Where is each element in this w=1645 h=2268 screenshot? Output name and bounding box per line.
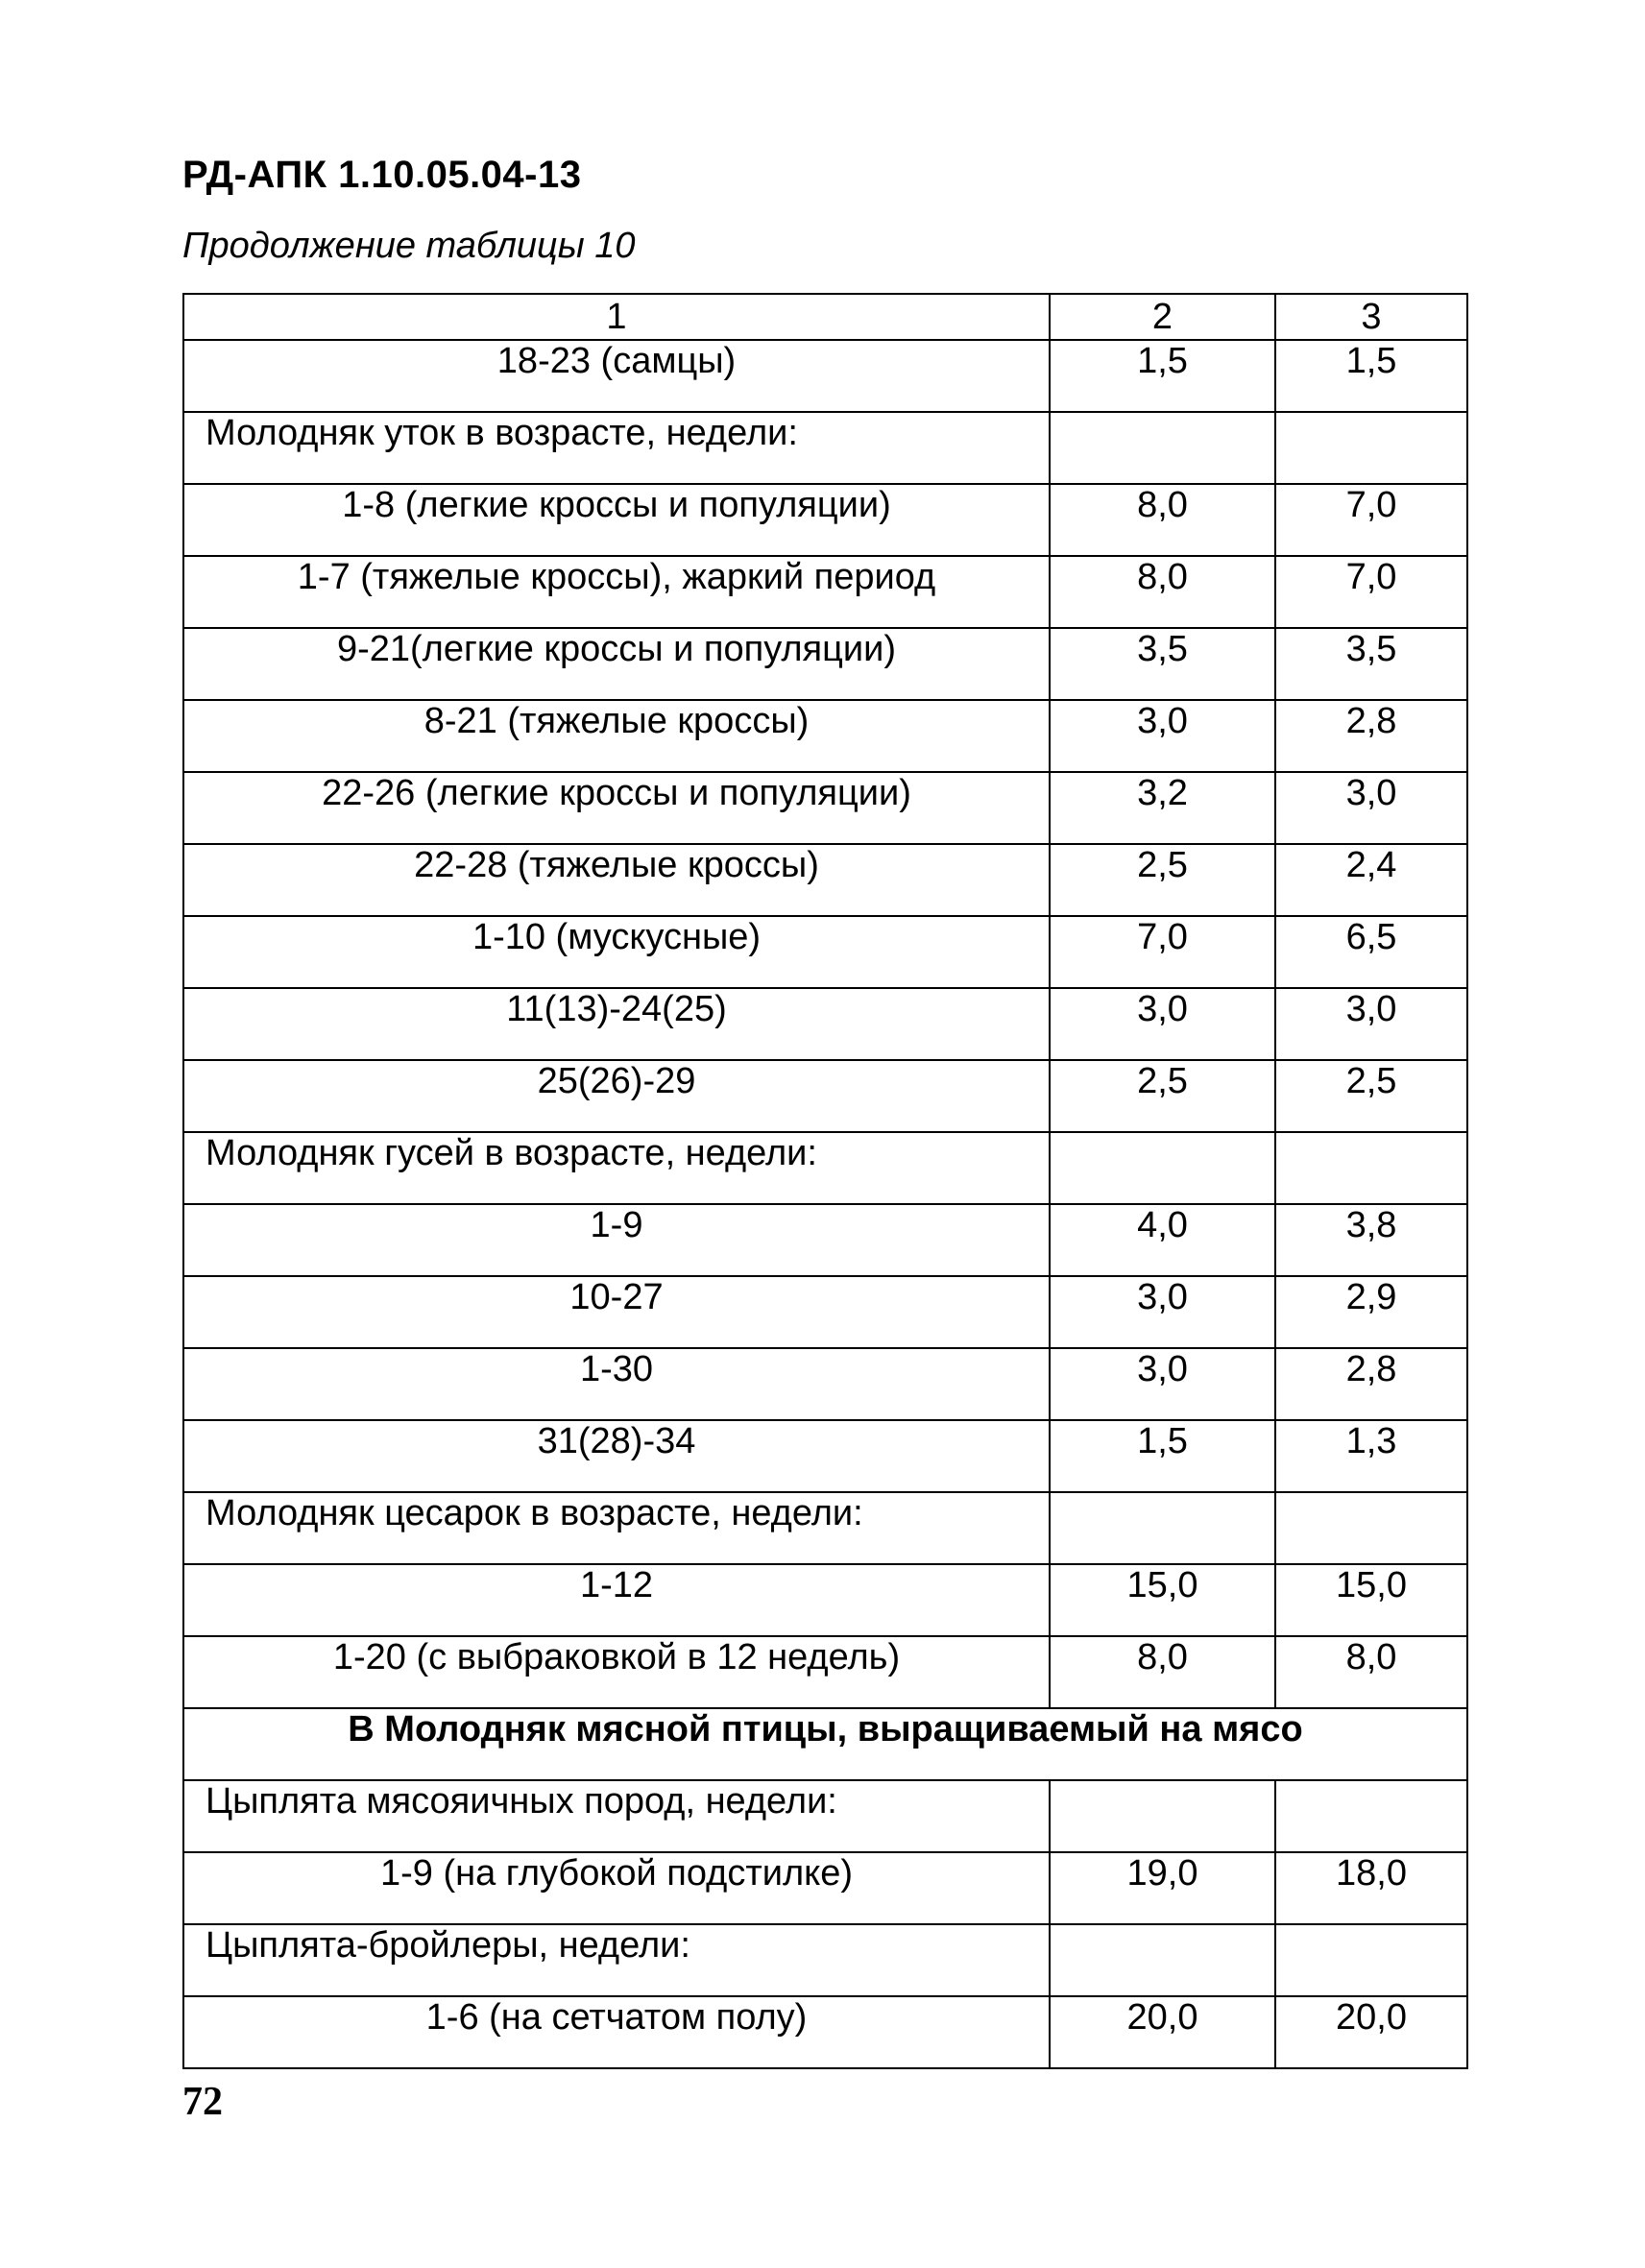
value-col3: 7,0: [1275, 556, 1467, 628]
row-label: 1-9: [183, 1204, 1050, 1276]
value-col2: 8,0: [1050, 484, 1275, 556]
row-label: 8-21 (тяжелые кроссы): [183, 700, 1050, 772]
column-number-1: 1: [183, 294, 1050, 340]
value-col3: 20,0: [1275, 1996, 1467, 2068]
value-col2: 3,0: [1050, 1348, 1275, 1420]
group-row: [183, 1924, 1467, 1996]
value-col3: 1,5: [1275, 340, 1467, 412]
row-label: 25(26)-29: [183, 1060, 1050, 1132]
value-col2: [1050, 1924, 1275, 1996]
table-row: [183, 628, 1467, 700]
column-number-2: 2: [1050, 294, 1275, 340]
value-col2: 2,5: [1050, 844, 1275, 916]
value-col3: 3,5: [1275, 628, 1467, 700]
value-col3: 18,0: [1275, 1852, 1467, 1924]
value-col2: 8,0: [1050, 556, 1275, 628]
table-row: [183, 700, 1467, 772]
table-row: [183, 1564, 1467, 1636]
table-row: [183, 556, 1467, 628]
table-row: [183, 1996, 1467, 2068]
value-col2: [1050, 1492, 1275, 1564]
value-col3: [1275, 1924, 1467, 1996]
value-col3: 6,5: [1275, 916, 1467, 988]
value-col2: 8,0: [1050, 1636, 1275, 1708]
value-col2: [1050, 1780, 1275, 1852]
value-col2: 3,0: [1050, 1276, 1275, 1348]
value-col3: 2,8: [1275, 1348, 1467, 1420]
group-row: [183, 1780, 1467, 1852]
value-col3: 2,4: [1275, 844, 1467, 916]
row-label: 1-8 (легкие кроссы и популяции): [183, 484, 1050, 556]
group-label: Молодняк гусей в возрасте, недели:: [183, 1132, 1050, 1204]
row-label: 22-26 (легкие кроссы и популяции): [183, 772, 1050, 844]
section-row: [183, 1708, 1467, 1780]
value-col3: 2,5: [1275, 1060, 1467, 1132]
table-row: [183, 484, 1467, 556]
row-label: 9-21(легкие кроссы и популяции): [183, 628, 1050, 700]
table-row: [183, 1420, 1467, 1492]
table-row: [183, 1276, 1467, 1348]
value-col2: 20,0: [1050, 1996, 1275, 2068]
row-label: 11(13)-24(25): [183, 988, 1050, 1060]
value-col2: 19,0: [1050, 1852, 1275, 1924]
table-body: [183, 294, 1467, 2068]
table-caption: Продолжение таблицы 10: [182, 226, 636, 266]
value-col2: 1,5: [1050, 1420, 1275, 1492]
group-label: Молодняк цесарок в возрасте, недели:: [183, 1492, 1050, 1564]
section-heading: В Молодняк мясной птицы, выращиваемый на мясо: [183, 1708, 1467, 1780]
group-row: [183, 1492, 1467, 1564]
value-col3: 3,8: [1275, 1204, 1467, 1276]
row-label: 1-7 (тяжелые кроссы), жаркий период: [183, 556, 1050, 628]
value-col2: 4,0: [1050, 1204, 1275, 1276]
table-row: [183, 916, 1467, 988]
value-col3: 2,9: [1275, 1276, 1467, 1348]
table-row: [183, 1204, 1467, 1276]
table-row: [183, 1348, 1467, 1420]
value-col2: 3,0: [1050, 988, 1275, 1060]
row-label: 31(28)-34: [183, 1420, 1050, 1492]
row-label: 1-10 (мускусные): [183, 916, 1050, 988]
table-row: [183, 1636, 1467, 1708]
value-col2: 15,0: [1050, 1564, 1275, 1636]
value-col2: 7,0: [1050, 916, 1275, 988]
table-row: [183, 988, 1467, 1060]
row-label: 1-9 (на глубокой подстилке): [183, 1852, 1050, 1924]
value-col3: [1275, 412, 1467, 484]
table-row: [183, 340, 1467, 412]
table-row: [183, 844, 1467, 916]
value-col3: [1275, 1492, 1467, 1564]
row-label: 1-30: [183, 1348, 1050, 1420]
group-label: Цыплята-бройлеры, недели:: [183, 1924, 1050, 1996]
value-col3: 3,0: [1275, 988, 1467, 1060]
value-col2: 3,5: [1050, 628, 1275, 700]
value-col3: 8,0: [1275, 1636, 1467, 1708]
group-row: [183, 1132, 1467, 1204]
row-label: 1-20 (с выбраковкой в 12 недель): [183, 1636, 1050, 1708]
table-row: [183, 1852, 1467, 1924]
column-number-3: 3: [1275, 294, 1467, 340]
value-col3: 15,0: [1275, 1564, 1467, 1636]
value-col3: [1275, 1132, 1467, 1204]
row-label: 10-27: [183, 1276, 1050, 1348]
table-row: [183, 772, 1467, 844]
value-col3: 3,0: [1275, 772, 1467, 844]
value-col3: [1275, 1780, 1467, 1852]
group-row: [183, 412, 1467, 484]
value-col2: [1050, 1132, 1275, 1204]
norms-table: [182, 293, 1468, 2069]
value-col2: 3,2: [1050, 772, 1275, 844]
document-code: РД-АПК 1.10.05.04-13: [182, 154, 582, 196]
value-col2: 3,0: [1050, 700, 1275, 772]
group-label: Цыплята мясояичных пород, недели:: [183, 1780, 1050, 1852]
value-col2: [1050, 412, 1275, 484]
value-col2: 2,5: [1050, 1060, 1275, 1132]
row-label: 18-23 (самцы): [183, 340, 1050, 412]
column-number-row: [183, 294, 1467, 340]
row-label: 1-6 (на сетчатом полу): [183, 1996, 1050, 2068]
group-label: Молодняк уток в возрасте, недели:: [183, 412, 1050, 484]
value-col2: 1,5: [1050, 340, 1275, 412]
value-col3: 2,8: [1275, 700, 1467, 772]
value-col3: 7,0: [1275, 484, 1467, 556]
value-col3: 1,3: [1275, 1420, 1467, 1492]
row-label: 1-12: [183, 1564, 1050, 1636]
row-label: 22-28 (тяжелые кроссы): [183, 844, 1050, 916]
table-row: [183, 1060, 1467, 1132]
page-number: 72: [182, 2080, 223, 2124]
